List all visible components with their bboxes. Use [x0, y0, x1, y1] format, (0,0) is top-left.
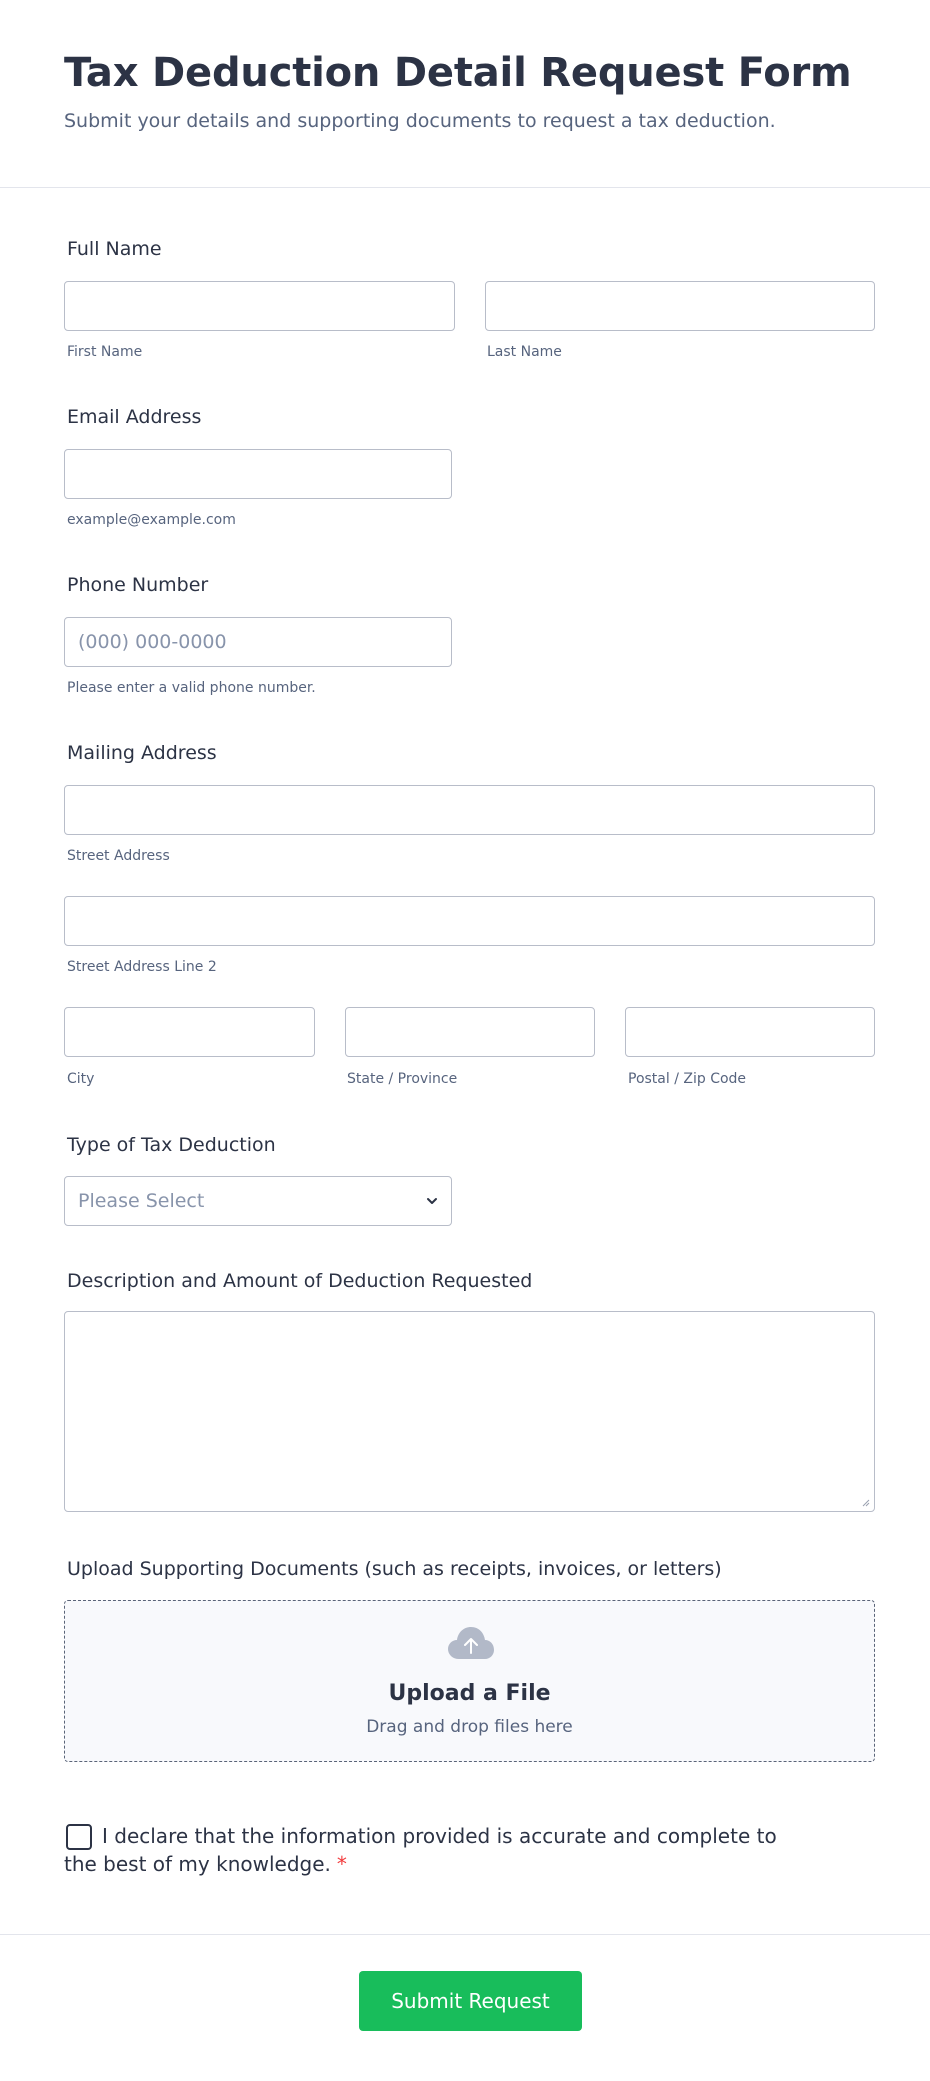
last-name-sublabel: Last Name: [487, 344, 562, 360]
email-input[interactable]: [64, 449, 452, 499]
declaration-checkbox[interactable]: [66, 1824, 92, 1850]
zip-sublabel: Postal / Zip Code: [628, 1071, 747, 1087]
cloud-upload-icon: [447, 1625, 495, 1661]
street-address-line2-sublabel: Street Address Line 2: [67, 959, 217, 975]
email-label: Email Address: [67, 406, 202, 428]
zip-input[interactable]: [625, 1007, 875, 1057]
last-name-input[interactable]: [485, 281, 875, 331]
phone-label: Phone Number: [67, 574, 209, 596]
file-upload-dropzone[interactable]: [64, 1600, 875, 1762]
upload-title: Upload a File: [388, 1681, 551, 1706]
email-sublabel: example@example.com: [67, 512, 236, 528]
chevron-down-icon: [425, 1194, 439, 1208]
deduction-type-select[interactable]: [64, 1176, 452, 1226]
street-address-input[interactable]: [64, 785, 875, 835]
deduction-type-selected-value: Please Select: [78, 1190, 205, 1212]
upload-label: Upload Supporting Documents (such as receipts, invoices, or letters): [67, 1558, 722, 1580]
first-name-input[interactable]: [64, 281, 455, 331]
city-sublabel: City: [67, 1071, 95, 1087]
resize-grip-icon[interactable]: [862, 1499, 870, 1507]
footer-divider: [0, 1934, 930, 1935]
upload-subtitle: Drag and drop files here: [366, 1717, 573, 1737]
submit-button[interactable]: Submit Request: [359, 1971, 582, 2031]
street-address-line2-input[interactable]: [64, 896, 875, 946]
phone-input[interactable]: (000) 000-0000: [64, 617, 452, 667]
first-name-sublabel: First Name: [67, 344, 143, 360]
street-address-sublabel: Street Address: [67, 848, 170, 864]
required-mark: *: [336, 1852, 347, 1876]
state-sublabel: State / Province: [347, 1071, 458, 1087]
state-input[interactable]: [345, 1007, 595, 1057]
full-name-label: Full Name: [67, 238, 162, 260]
mailing-address-label: Mailing Address: [67, 742, 217, 764]
description-textarea[interactable]: [64, 1311, 875, 1512]
city-input[interactable]: [64, 1007, 315, 1057]
description-label: Description and Amount of Deduction Requested: [67, 1270, 533, 1292]
form-title: Tax Deduction Detail Request Form: [64, 50, 852, 96]
form-header: [0, 0, 930, 188]
declaration-text: [64, 1822, 784, 1878]
deduction-type-label: Type of Tax Deduction: [67, 1134, 276, 1156]
form-subtitle: Submit your details and supporting documents to request a tax deduction.: [64, 110, 776, 132]
declaration-label: I declare that the information provided is accurate and complete to the best of my knowledge.: [64, 1824, 777, 1876]
phone-sublabel: Please enter a valid phone number.: [67, 680, 316, 696]
